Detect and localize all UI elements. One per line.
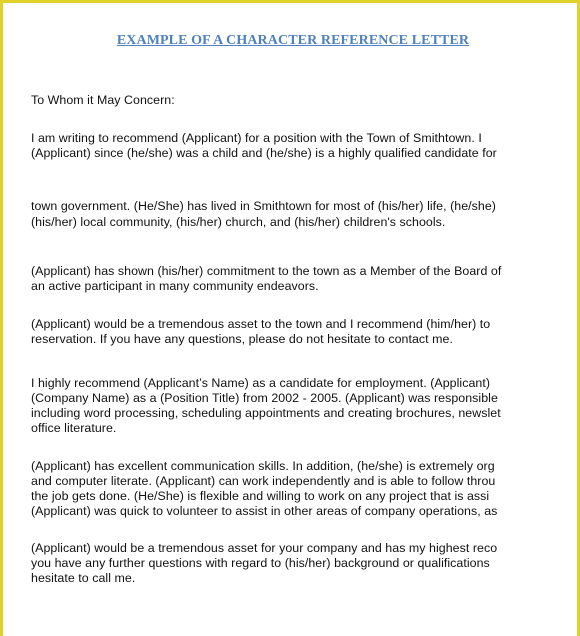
paragraph-line: I am writing to recommend (Applicant) for a position with the Town of Smithtown. I: [31, 131, 482, 145]
paragraph-line: including word processing, scheduling appointments and creating brochures, newslet: [31, 406, 501, 420]
salutation: To Whom it May Concern:: [31, 93, 175, 107]
paragraph-line: (his/her) local community, (his/her) church, and (his/her) children's schools.: [31, 215, 446, 229]
paragraph-line: you have any further questions with regard to (his/her) background or qualifications: [31, 556, 490, 570]
paragraph-line: (Company Name) as a (Position Title) from 2002 - 2005. (Applicant) was responsible: [31, 391, 498, 405]
paragraph-line: town government. (He/She) has lived in Smithtown for most of (his/her) life, (he/she): [31, 199, 496, 213]
paragraph-line: (Applicant) was quick to volunteer to assist in other areas of company operations, as: [31, 504, 498, 518]
paragraph-line: office literature.: [31, 421, 117, 435]
document-title: EXAMPLE OF A CHARACTER REFERENCE LETTER: [116, 33, 470, 48]
paragraph-line: and computer literate. (Applicant) can work independently and is able to follow throu: [31, 474, 496, 488]
paragraph-line: (Applicant) has excellent communication skills. In addition, (he/she) is extremely org: [31, 459, 495, 473]
paragraph-line: I highly recommend (Applicant’s Name) as a candidate for employment. (Applicant): [31, 376, 490, 390]
paragraph-line: hesitate to call me.: [31, 571, 136, 585]
paragraph-line: the job gets done. (He/She) is flexible and willing to work on any project that is assi: [31, 489, 490, 503]
paragraph-line: (Applicant) has shown (his/her) commitment to the town as a Member of the Board of: [31, 264, 502, 278]
paragraph-line: (Applicant) would be a tremendous asset to the town and I recommend (him/her) to: [31, 317, 491, 331]
paragraph-line: (Applicant) since (he/she) was a child and (he/she) is a highly qualified candidate for: [31, 146, 497, 160]
paragraph-line: (Applicant) would be a tremendous asset for your company and has my highest reco: [31, 541, 498, 555]
paragraph-line: reservation. If you have any questions, please do not hesitate to contact me.: [31, 332, 453, 346]
paragraph-line: an active participant in many community endeavors.: [31, 279, 319, 293]
